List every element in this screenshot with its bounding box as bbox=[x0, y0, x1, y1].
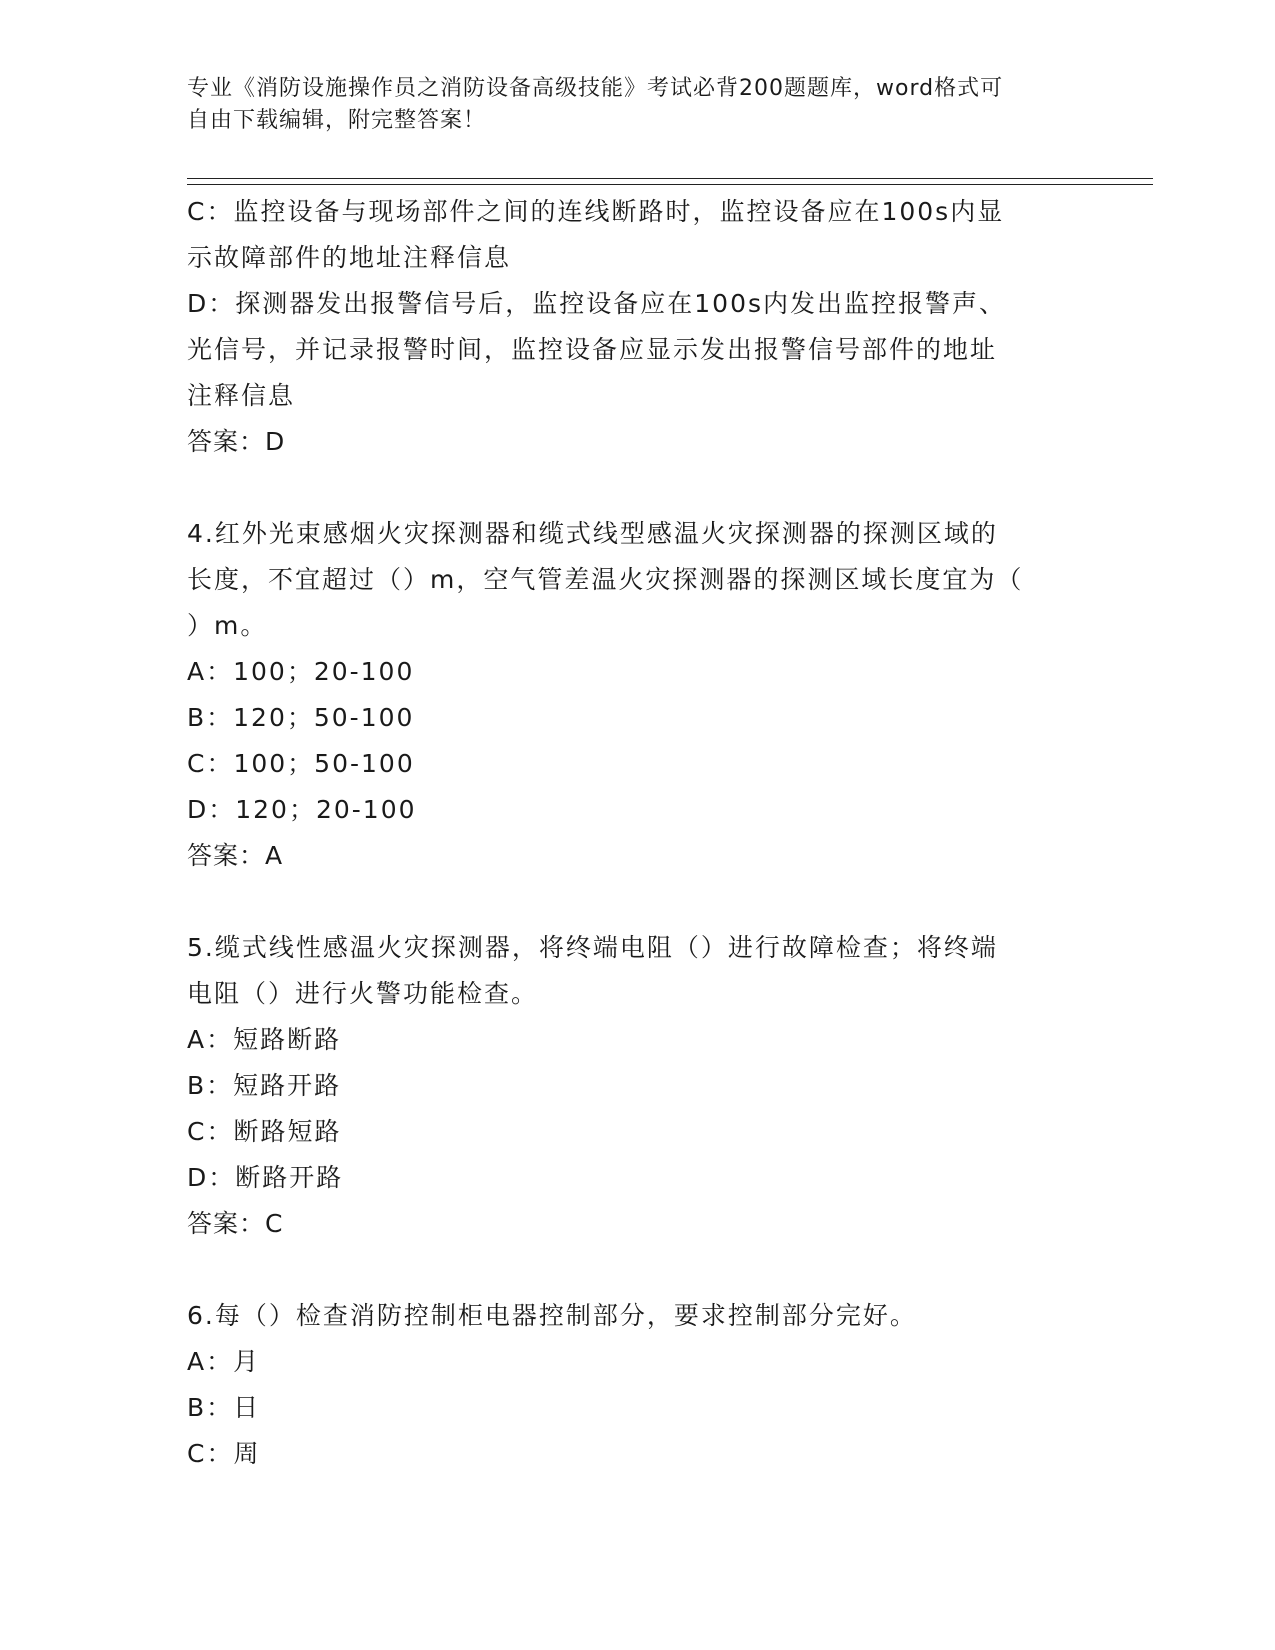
question-4-option-c: C：100；50-100 bbox=[187, 749, 415, 778]
spacer bbox=[187, 1247, 1087, 1293]
document-header bbox=[187, 73, 1087, 137]
question-6-block bbox=[187, 1293, 1087, 1477]
question-4-option-a: A：100；20-100 bbox=[187, 657, 415, 686]
question-5-block bbox=[187, 925, 1087, 1247]
question-content bbox=[187, 189, 1087, 1477]
header-line-2: 自由下载编辑，附完整答案！ bbox=[187, 108, 487, 133]
question-5-answer: 答案：C bbox=[187, 1209, 284, 1238]
question-6-stem-line-1: 6.每（）检查消防控制柜电器控制部分，要求控制部分完好。 bbox=[187, 1301, 917, 1330]
header-line-1: 专业《消防设施操作员之消防设备高级技能》考试必背200题题库，word格式可 bbox=[187, 76, 1004, 101]
question-3-option-d-line-2: 光信号，并记录报警时间，监控设备应显示发出报警信号部件的地址 bbox=[187, 335, 998, 364]
question-5-option-d: D：断路开路 bbox=[187, 1163, 344, 1192]
question-5-option-c: C：断路短路 bbox=[187, 1117, 342, 1146]
question-3-option-c-line-2: 示故障部件的地址注释信息 bbox=[187, 243, 512, 272]
question-5-option-a: A：短路断路 bbox=[187, 1025, 342, 1054]
question-4-stem-line-3: ）m。 bbox=[187, 611, 268, 640]
question-5-stem-line-2: 电阻（）进行火警功能检查。 bbox=[187, 979, 539, 1008]
question-4-block bbox=[187, 511, 1087, 879]
question-4-stem-line-2: 长度，不宜超过（）m，空气管差温火灾探测器的探测区域长度宜为（ bbox=[187, 565, 1024, 594]
question-3-option-d-line-3: 注释信息 bbox=[187, 381, 296, 410]
question-3-block bbox=[187, 189, 1087, 465]
spacer bbox=[187, 879, 1087, 925]
question-5-stem-line-1: 5.缆式线性感温火灾探测器，将终端电阻（）进行故障检查；将终端 bbox=[187, 933, 998, 962]
question-3-option-c-line-1: C：监控设备与现场部件之间的连线断路时，监控设备应在100s内显 bbox=[187, 197, 1005, 226]
question-4-option-b: B：120；50-100 bbox=[187, 703, 415, 732]
question-4-option-d: D：120；20-100 bbox=[187, 795, 417, 824]
question-5-option-b: B：短路开路 bbox=[187, 1071, 342, 1100]
question-3-answer: 答案：D bbox=[187, 427, 286, 456]
question-4-stem-line-1: 4.红外光束感烟火灾探测器和缆式线型感温火灾探测器的探测区域的 bbox=[187, 519, 998, 548]
question-6-option-a: A：月 bbox=[187, 1347, 261, 1376]
question-4-answer: 答案：A bbox=[187, 841, 284, 870]
question-6-option-c: C：周 bbox=[187, 1439, 261, 1468]
header-divider-bottom bbox=[187, 184, 1153, 185]
spacer bbox=[187, 465, 1087, 511]
question-3-option-d-line-1: D：探测器发出报警信号后，监控设备应在100s内发出监控报警声、 bbox=[187, 289, 1006, 318]
header-divider-top bbox=[187, 178, 1153, 179]
question-6-option-b: B：日 bbox=[187, 1393, 261, 1422]
